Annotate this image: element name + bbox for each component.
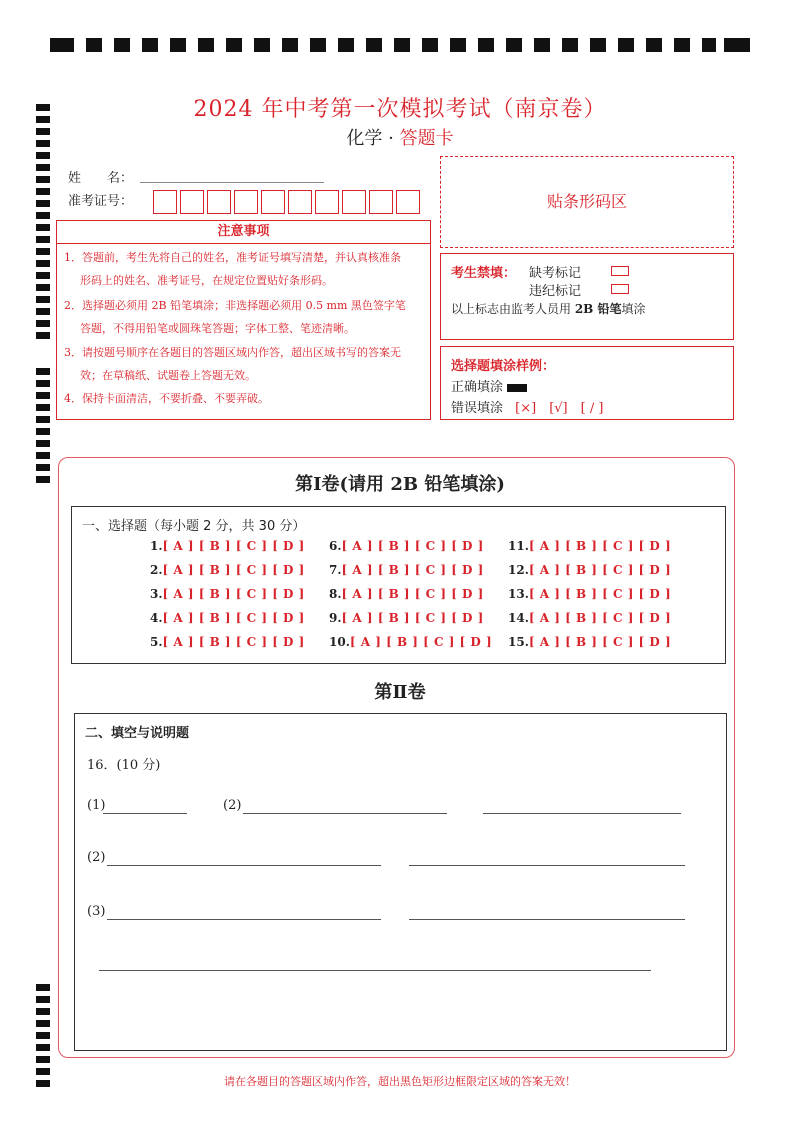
absent-label: 缺考标记 — [529, 266, 582, 281]
timing-mark — [36, 308, 50, 315]
timing-mark — [36, 1056, 50, 1063]
choice-question-6[interactable] — [329, 539, 484, 553]
choice-question-10[interactable] — [329, 635, 492, 649]
exam-title: 2024 年中考第一次模拟考试（南京卷） — [193, 97, 607, 122]
timing-mark — [36, 260, 50, 267]
timing-mark — [36, 984, 50, 991]
timing-mark — [36, 1008, 50, 1015]
choice-question-3[interactable] — [150, 587, 305, 601]
id-digit-box[interactable] — [342, 190, 366, 214]
forbidden-note-pre: 以上标志由监考人员用 — [451, 302, 575, 316]
timing-mark — [36, 224, 50, 231]
forbidden-note — [451, 300, 646, 317]
timing-mark — [36, 380, 50, 387]
question-number: 10. — [329, 635, 350, 649]
question-number: 1. — [150, 539, 163, 553]
fill-example-title: 选择题填涂样例： — [451, 359, 556, 374]
choice-question-9[interactable] — [329, 611, 484, 625]
fill-section — [74, 713, 727, 1051]
answer-options[interactable]: [ A ] [ B ] [ C ] [ D ] — [349, 635, 493, 649]
answer-options[interactable]: [ A ] [ B ] [ C ] [ D ] — [162, 563, 305, 577]
answer-options[interactable]: [ A ] [ B ] [ C ] [ D ] — [341, 539, 484, 553]
notice-item: 形码上的姓名、准考证号，在规定位置贴好条形码。 — [80, 274, 333, 287]
notice-item: 3．请按题号顺序在各题目的答题区域内作答，超出区域书写的答案无 — [64, 346, 401, 359]
fill-example-box — [440, 346, 734, 420]
part2-title: 第Ⅱ卷 — [374, 682, 426, 703]
forbidden-box — [440, 253, 734, 340]
footer-warning: 请在各题目的答题区域内作答，超出黑色矩形边框限定区域的答案无效！ — [224, 1075, 576, 1088]
timing-mark — [36, 236, 50, 243]
answer-options[interactable]: [ A ] [ B ] [ C ] [ D ] — [162, 587, 305, 601]
question-number: 4. — [150, 611, 163, 625]
forbidden-note-post: 填涂 — [621, 302, 646, 316]
timing-mark — [36, 1044, 50, 1051]
notice-item: 2．选择题必须用 2B 铅笔填涂；非选择题必须用 0.5 mm 黑色签字笔 — [64, 299, 406, 312]
timing-mark — [36, 404, 50, 411]
choice-question-12[interactable] — [508, 563, 671, 577]
question-number: 8. — [329, 587, 342, 601]
question-number: 7. — [329, 563, 342, 577]
answer-2-line[interactable] — [107, 865, 381, 866]
notice-title: 注意事项 — [217, 224, 270, 239]
question-number: 2. — [150, 563, 163, 577]
question-number: 15. — [508, 635, 529, 649]
violation-label: 违纪标记 — [529, 284, 582, 299]
answer-options[interactable]: [ A ] [ B ] [ C ] [ D ] — [162, 635, 305, 649]
name-field[interactable] — [140, 182, 324, 183]
choice-question-4[interactable] — [150, 611, 305, 625]
notice-title-bar — [56, 220, 431, 244]
id-digit-box[interactable] — [153, 190, 177, 214]
correct-fill-label — [451, 376, 527, 395]
timing-mark — [36, 296, 50, 303]
name-label: 姓 名： — [68, 171, 134, 186]
part1-title: 第Ⅰ卷(请用 2B 铅笔填涂) — [295, 474, 505, 495]
notice-item: 1．答题前，考生先将自己的姓名，准考证号填写清楚，并认真核准条 — [64, 251, 401, 264]
answer-3-line[interactable] — [107, 919, 381, 920]
wrong-fill-text: 错误填涂 — [451, 401, 504, 416]
choice-question-13[interactable] — [508, 587, 671, 601]
answer-options[interactable]: [ A ] [ B ] [ C ] [ D ] — [528, 539, 672, 553]
answer-options[interactable]: [ A ] [ B ] [ C ] [ D ] — [341, 611, 484, 625]
timing-mark — [36, 248, 50, 255]
timing-mark — [36, 996, 50, 1003]
subject-label: 化学 · — [346, 128, 400, 149]
answer-options[interactable]: [ A ] [ B ] [ C ] [ D ] — [341, 563, 484, 577]
notice-item: 效；在草稿纸、试题卷上答题无效。 — [80, 369, 256, 382]
question-16-label: 16．(10 分) — [87, 758, 161, 773]
choice-question-15[interactable] — [508, 635, 671, 649]
choice-question-8[interactable] — [329, 587, 484, 601]
answer-3-line-continued[interactable] — [99, 970, 651, 971]
answer-3-line-extra[interactable] — [409, 919, 685, 920]
id-digit-box[interactable] — [288, 190, 312, 214]
wrong-fill-marks: [×] [√] [ / ] — [515, 401, 604, 416]
notice-item: 4．保持卡面清洁，不要折叠、不要弄破。 — [64, 392, 269, 405]
answer-options[interactable]: [ A ] [ B ] [ C ] [ D ] — [528, 635, 672, 649]
barcode-area — [440, 156, 734, 248]
id-digit-box[interactable] — [180, 190, 204, 214]
question-number: 13. — [508, 587, 529, 601]
answer-2a-line-extra[interactable] — [483, 813, 681, 814]
choice-question-7[interactable] — [329, 563, 484, 577]
fill-section-title: 二、填空与说明题 — [85, 726, 190, 741]
choice-question-11[interactable] — [508, 539, 671, 553]
timing-mark — [36, 152, 50, 159]
answer-1-line[interactable] — [103, 813, 187, 814]
timing-mark — [36, 368, 50, 375]
id-digit-box[interactable] — [315, 190, 339, 214]
wrong-fill-label — [451, 397, 603, 416]
question-number: 11. — [508, 539, 529, 553]
answer-options[interactable]: [ A ] [ B ] [ C ] [ D ] — [528, 611, 672, 625]
timing-mark — [36, 188, 50, 195]
answer-2-label: (2) — [87, 850, 106, 865]
timing-mark — [36, 212, 50, 219]
forbidden-note-bold: 2B 铅笔 — [574, 302, 622, 316]
absent-mark[interactable] — [611, 266, 629, 276]
timing-mark — [36, 1020, 50, 1027]
timing-mark — [36, 200, 50, 207]
choice-question-1[interactable] — [150, 539, 305, 553]
timing-mark — [36, 332, 50, 339]
filled-example-mark — [507, 384, 527, 392]
answer-3-label: (3) — [87, 904, 106, 919]
timing-mark — [36, 416, 50, 423]
question-number: 12. — [508, 563, 529, 577]
id-digit-box[interactable] — [396, 190, 420, 214]
timing-mark — [36, 272, 50, 279]
correct-fill-text: 正确填涂 — [451, 380, 504, 395]
choice-section-title: 一、选择题（每小题 2 分，共 30 分） — [82, 519, 306, 534]
barcode-label: 贴条形码区 — [546, 192, 627, 211]
violation-mark[interactable] — [611, 284, 629, 294]
timing-mark — [36, 452, 50, 459]
answer-2a-label: (2) — [223, 798, 242, 813]
timing-mark — [36, 392, 50, 399]
id-digit-box[interactable] — [261, 190, 285, 214]
timing-mark — [36, 284, 50, 291]
notice-item: 答题，不得用铅笔或圆珠笔答题；字体工整、笔迹清晰。 — [80, 322, 355, 335]
timing-mark — [36, 440, 50, 447]
id-digit-box[interactable] — [207, 190, 231, 214]
question-number: 3. — [150, 587, 163, 601]
question-number: 14. — [508, 611, 529, 625]
id-digit-box[interactable] — [234, 190, 258, 214]
choice-question-14[interactable] — [508, 611, 671, 625]
answer-1-label: (1) — [87, 798, 106, 813]
forbidden-label: 考生禁填： — [451, 266, 517, 281]
id-label: 准考证号： — [68, 194, 134, 209]
id-digit-box[interactable] — [369, 190, 393, 214]
answer-options[interactable]: [ A ] [ B ] [ C ] [ D ] — [528, 587, 672, 601]
question-number: 6. — [329, 539, 342, 553]
question-number: 5. — [150, 635, 163, 649]
answer-options[interactable]: [ A ] [ B ] [ C ] [ D ] — [162, 611, 305, 625]
timing-mark — [36, 1032, 50, 1039]
answer-options[interactable]: [ A ] [ B ] [ C ] [ D ] — [528, 563, 672, 577]
question-number: 9. — [329, 611, 342, 625]
timing-mark — [36, 428, 50, 435]
answer-options[interactable]: [ A ] [ B ] [ C ] [ D ] — [341, 587, 484, 601]
answer-card-label: 答题卡 — [399, 128, 454, 149]
timing-mark — [36, 176, 50, 183]
choice-question-2[interactable] — [150, 563, 305, 577]
timing-mark — [36, 320, 50, 327]
answer-2a-line[interactable] — [243, 813, 447, 814]
choice-question-5[interactable] — [150, 635, 305, 649]
answer-2-line-extra[interactable] — [409, 865, 685, 866]
exam-subtitle — [0, 124, 800, 150]
answer-options[interactable]: [ A ] [ B ] [ C ] [ D ] — [162, 539, 305, 553]
timing-mark — [36, 164, 50, 171]
